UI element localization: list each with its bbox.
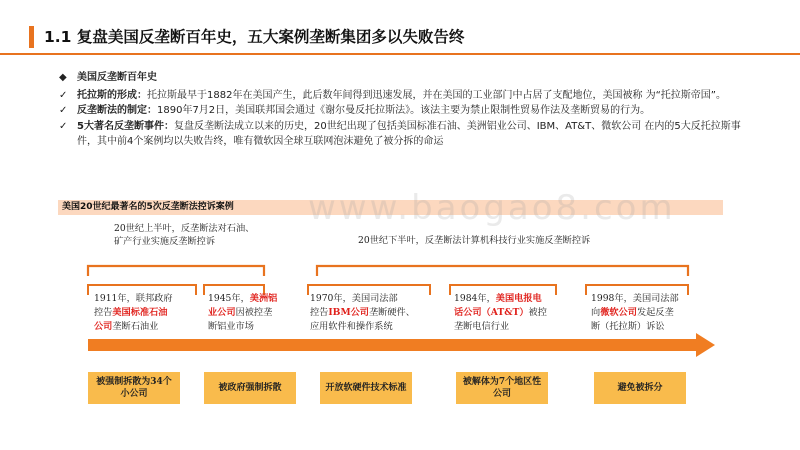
event-line: 1970年，美国司法部 xyxy=(310,293,398,304)
intro-item-text: 复盘反垄断法成立以来的历史，20世纪出现了包括美国标准石油、美洲铝业公司、IBM、AT&T、微软公司 在内的5大反托拉斯事件，其中前4个案例均以失败告终，唯有微软因全球互联网泡沫避免了被分拆的命运 xyxy=(77,120,741,147)
intro-item xyxy=(58,88,758,104)
intro-item-text: 托拉斯最早于1882年在美国产生，此后数年间得到迅速发展，并在美国的工业部门中占居了支配地位，美国被称 为“托拉斯帝国”。 xyxy=(147,89,726,101)
event-1998 xyxy=(591,292,716,334)
intro-heading xyxy=(58,70,758,86)
intro-item xyxy=(58,103,758,119)
event-company: 美国标准石油 xyxy=(112,307,168,318)
era-line: 20世纪下半叶，反垄断法计算机科技行业实施反垄断控诉 xyxy=(358,235,591,246)
timeline-diagram xyxy=(58,218,723,408)
outcome-box-1970: 开放软硬件技术标准 xyxy=(320,372,412,404)
event-text: 向 xyxy=(591,307,601,318)
event-text: 1984年， xyxy=(454,293,496,304)
era-label-second-half xyxy=(358,234,590,247)
event-text: 因被控垄 xyxy=(235,307,273,318)
diamond-icon: ◆ xyxy=(59,72,67,83)
watermark: www.baogao8.com xyxy=(308,188,676,228)
era-line: 20世纪上半叶，反垄断法对石油、 xyxy=(114,223,255,234)
event-text: 被控 xyxy=(528,307,547,318)
event-text: 垄断硬件、 xyxy=(368,307,415,318)
event-text: 1945年， xyxy=(208,293,250,304)
intro-section xyxy=(58,70,758,150)
era-label-first-half xyxy=(114,222,254,248)
event-line: 断铝业市场 xyxy=(208,321,254,332)
outcome-box-1911: 被强制拆散为34个小公司 xyxy=(88,372,180,404)
intro-item-lead: 5大著名反垄断事件： xyxy=(77,120,174,132)
event-1970 xyxy=(310,292,435,334)
event-text: 垄断石油业 xyxy=(112,321,159,332)
event-company: 微软公司 xyxy=(600,307,637,318)
era-bracket-second-half xyxy=(317,266,688,276)
title-underline xyxy=(0,53,800,55)
era-line: 矿产行业实施反垄断控诉 xyxy=(114,236,216,247)
event-line: 1911年，联邦政府 xyxy=(94,293,173,304)
event-company: 美洲铝 xyxy=(249,293,278,304)
intro-item-lead: 托拉斯的形成： xyxy=(77,89,147,101)
event-1911 xyxy=(94,292,204,334)
event-line: 应用软件和操作系统 xyxy=(310,321,393,332)
event-company: IBM公司 xyxy=(328,307,369,318)
intro-item-lead: 反垄断法的制定： xyxy=(77,105,157,116)
outcome-box-1984: 被解体为7个地区性公司 xyxy=(456,372,548,404)
page-title: 1.1 复盘美国反垄断百年史，五大案例垄断集团多以失败告终 xyxy=(44,28,465,46)
outcome-box-1945: 被政府强制拆散 xyxy=(204,372,296,404)
event-1945 xyxy=(208,292,278,334)
event-line: 1998年，美国司法部 xyxy=(591,293,679,304)
checkmark-icon: ✓ xyxy=(59,120,68,132)
event-company: 业公司 xyxy=(208,307,236,318)
event-company: 美国电报电 xyxy=(495,293,542,304)
checkmark-icon: ✓ xyxy=(59,89,68,101)
timeline-arrow xyxy=(88,333,715,357)
event-1984 xyxy=(454,292,564,334)
event-text: 控告 xyxy=(310,307,329,318)
event-company: 公司 xyxy=(94,321,113,332)
checkmark-icon: ✓ xyxy=(59,105,68,116)
outcome-box-1998: 避免被拆分 xyxy=(594,372,686,404)
era-bracket-first-half xyxy=(88,266,264,276)
intro-item xyxy=(58,119,758,150)
event-line: 断（托拉斯）诉讼 xyxy=(591,321,665,332)
diagram-caption: 美国20世纪最著名的5次反垄断法控诉案例 xyxy=(58,200,723,215)
intro-item-text: 1890年7月2日，美国联邦国会通过《谢尔曼反托拉斯法》。该法主要为禁止限制性贸易作法及垄断贸易的行为。 xyxy=(157,105,651,116)
event-line: 垄断电信行业 xyxy=(454,321,510,332)
intro-heading-text: 美国反垄断百年史 xyxy=(77,72,157,83)
event-company: 话公司（AT&T） xyxy=(454,307,529,318)
event-text: 控告 xyxy=(94,307,113,318)
title-accent-bar xyxy=(29,26,34,48)
event-text: 发起反垄 xyxy=(636,307,674,318)
